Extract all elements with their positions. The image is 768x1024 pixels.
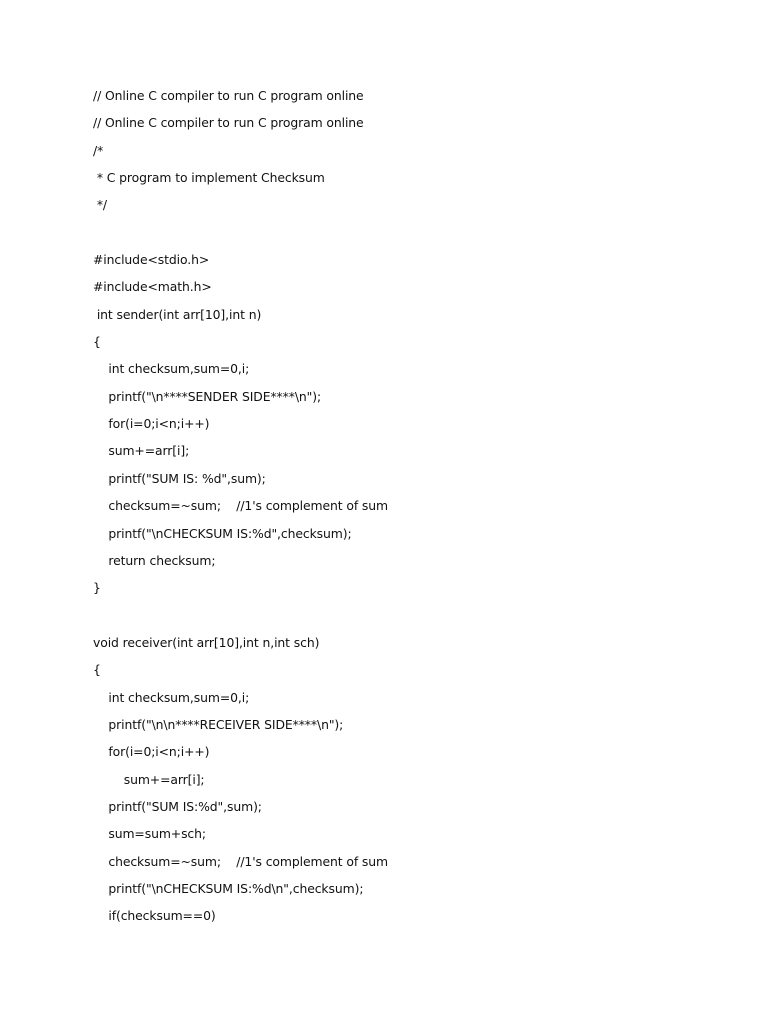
code-line: int checksum,sum=0,i; bbox=[93, 689, 250, 705]
code-line: printf("SUM IS: %d",sum); bbox=[93, 470, 266, 486]
code-line: int checksum,sum=0,i; bbox=[93, 361, 250, 377]
code-line: printf("\n****SENDER SIDE****\n"); bbox=[93, 388, 322, 404]
blank-line bbox=[93, 607, 733, 634]
code-line: { bbox=[93, 334, 101, 350]
code-line: * C program to implement Checksum bbox=[93, 170, 325, 186]
code-line: return checksum; bbox=[93, 552, 216, 568]
code-line: for(i=0;i<n;i++) bbox=[93, 416, 210, 432]
code-line: // Online C compiler to run C program online bbox=[93, 115, 364, 131]
code-line: printf("\n\n****RECEIVER SIDE****\n"); bbox=[93, 716, 344, 732]
code-line: printf("SUM IS:%d",sum); bbox=[93, 798, 262, 814]
code-line: printf("\nCHECKSUM IS:%d\n",checksum); bbox=[93, 880, 364, 896]
code-line: sum=sum+sch; bbox=[93, 826, 206, 842]
blank-line bbox=[93, 224, 733, 251]
code-line: sum+=arr[i]; bbox=[93, 443, 190, 459]
code-line: /* bbox=[93, 142, 104, 158]
code-line: */ bbox=[93, 197, 108, 213]
code-line: int sender(int arr[10],int n) bbox=[93, 306, 262, 322]
code-line: } bbox=[93, 580, 101, 596]
code-line: checksum=~sum; //1's complement of sum bbox=[93, 853, 389, 869]
code-line: #include<stdio.h> bbox=[93, 252, 210, 268]
code-line: #include<math.h> bbox=[93, 279, 212, 295]
code-line: if(checksum==0) bbox=[93, 908, 216, 924]
code-line: printf("\nCHECKSUM IS:%d",checksum); bbox=[93, 525, 352, 541]
code-listing bbox=[93, 87, 733, 935]
code-line: { bbox=[93, 662, 101, 678]
code-line: void receiver(int arr[10],int n,int sch) bbox=[93, 634, 320, 650]
code-line: sum+=arr[i]; bbox=[93, 771, 205, 787]
code-line: // Online C compiler to run C program online bbox=[93, 88, 364, 103]
code-line: checksum=~sum; //1's complement of sum bbox=[93, 498, 389, 514]
code-line: for(i=0;i<n;i++) bbox=[93, 744, 210, 760]
